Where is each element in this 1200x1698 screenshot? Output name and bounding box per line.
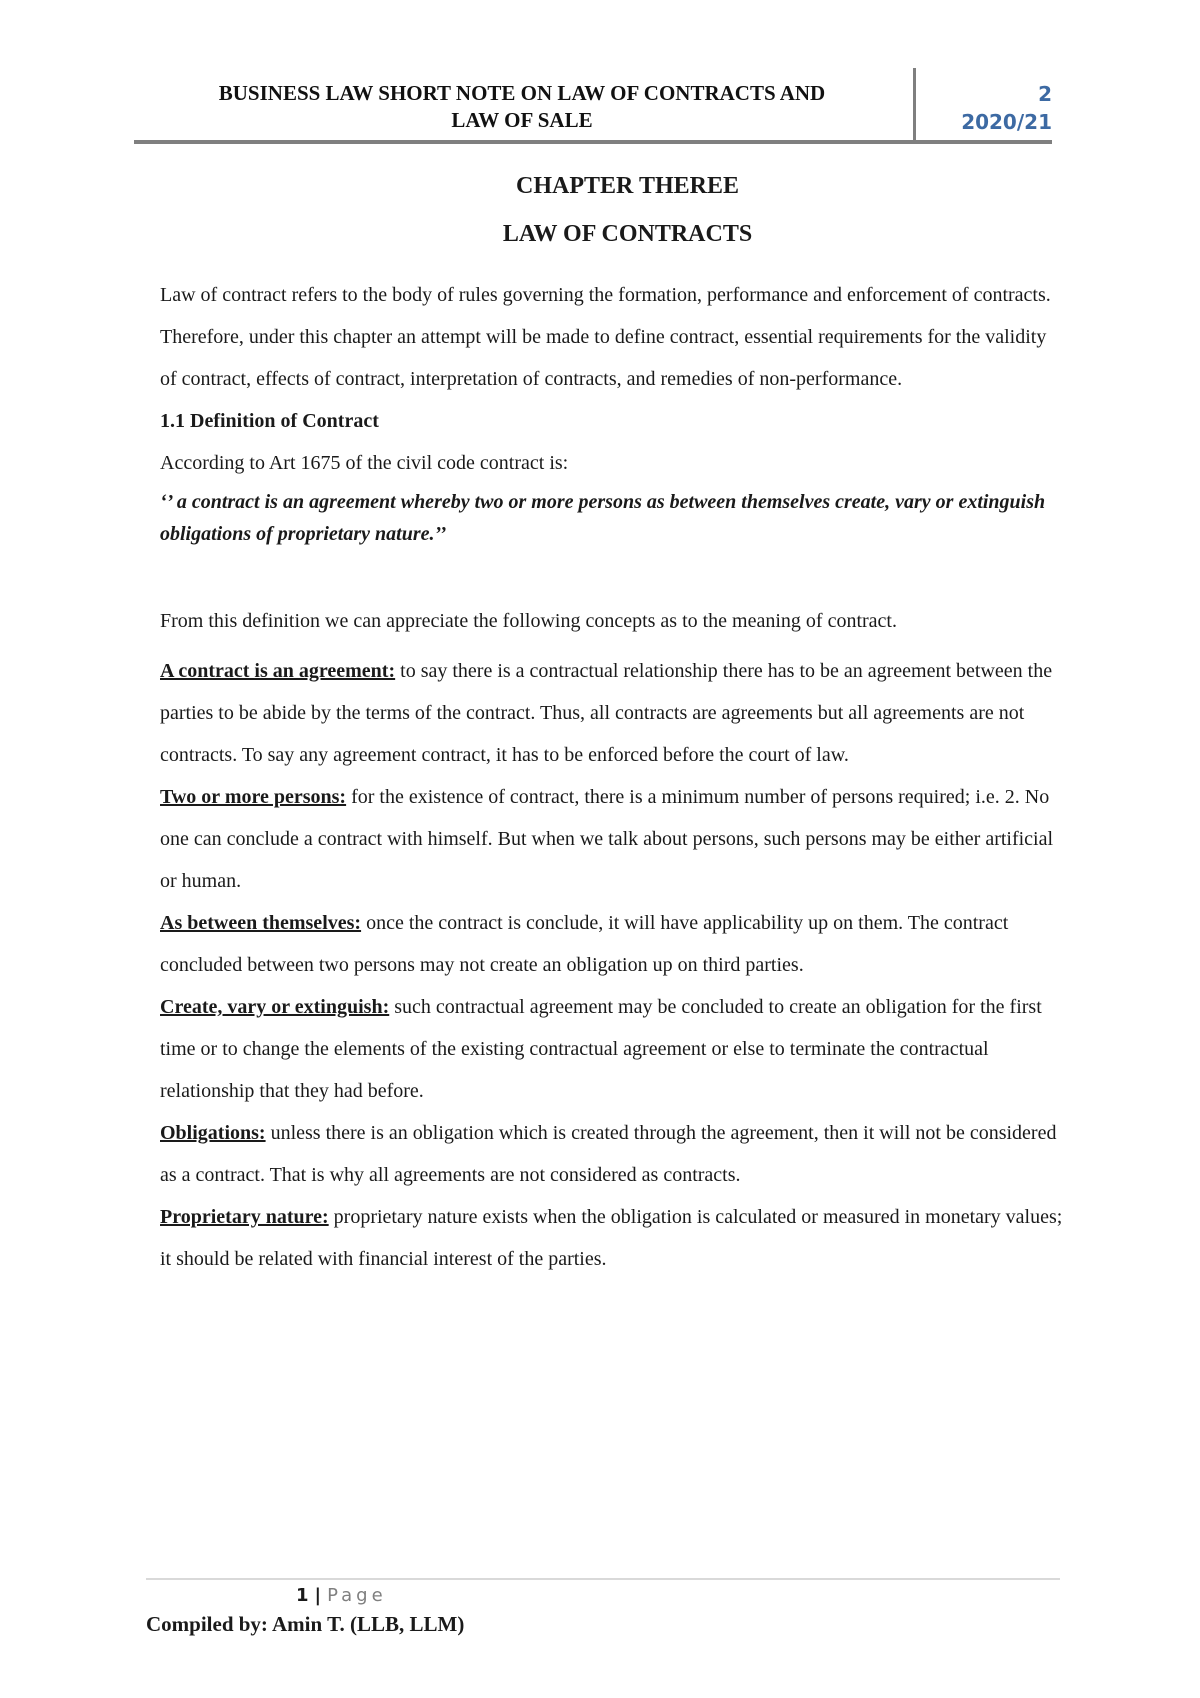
header-title [134,80,910,134]
concept-term: Obligations: [160,1122,266,1144]
definition-quote: ‘’ a contract is an agreement whereby two or more persons as between themselves create, vary or extinguish obligations of proprietary nature.’’ [160,491,1046,545]
concept-text: proprietary nature exists when the obligation is calculated or measured in monetary values; it should be related with financial interest of the parties. [160,1206,1063,1270]
concept-text: for the existence of contract, there is a minimum number of persons required; i.e. 2. No one can conclude a contract with himself. But when we talk about persons, such persons may be either artificial or human. [160,786,1054,892]
footer-rule [146,1578,1060,1580]
according-line: According to Art 1675 of the civil code contract is: [160,452,569,474]
document-body [160,172,1065,1280]
concept-term: Two or more persons: [160,786,347,808]
page-header [134,68,1052,144]
header-meta [924,80,1052,136]
concept-paragraph [160,776,1065,902]
header-divider [913,68,916,140]
section-heading: 1.1 Definition of Contract [160,410,379,432]
header-title-line2: LAW OF SALE [451,108,593,132]
header-year: 2020/21 [961,110,1052,134]
concept-paragraph [160,1112,1065,1196]
concept-text: to say there is a contractual relationship there has to be an agreement between the parties to be abide by the terms of the contract. Thus, all contracts are agreements but all agreements are not contracts. To say any agreement contract, it has to be enforced before the court of law. [160,660,1053,766]
from-definition-paragraph: From this definition we can appreciate the following concepts as to the meaning of contract. [160,610,897,632]
concept-term: A contract is an agreement: [160,660,396,682]
header-number: 2 [1038,82,1052,106]
concept-paragraph [160,650,1065,776]
concept-term: Proprietary nature: [160,1206,329,1228]
header-title-line1: BUSINESS LAW SHORT NOTE ON LAW OF CONTRACTS AND [218,81,826,105]
concept-paragraph [160,1196,1065,1280]
concept-term: As between themselves: [160,912,362,934]
compiled-by: Compiled by: Amin T. (LLB, LLM) [146,1612,465,1636]
header-rule [134,140,1052,144]
concept-paragraph [160,986,1065,1112]
concept-term: Create, vary or extinguish: [160,996,390,1018]
concept-text: unless there is an obligation which is created through the agreement, then it will not be considered as a contract. That is why all agreements are not considered as contracts. [160,1122,1057,1186]
page-number: 1 [296,1585,309,1606]
chapter-label: CHAPTER THEREE [516,173,739,199]
intro-paragraph: Law of contract refers to the body of rules governing the formation, performance and enforcement of contracts. Therefore, under this chapter an attempt will be made to define contract, essential requirements for the validity of contract, effects of contract, interpretation of contracts, and remedies of non-performance. [160,284,1051,390]
footer-page-number [296,1584,387,1608]
concept-paragraph [160,902,1065,986]
chapter-title: LAW OF CONTRACTS [502,221,753,247]
page-label: Page [327,1585,387,1606]
concept-text: once the contract is conclude, it will have applicability up on them. The contract concluded between two persons may not create an obligation up on third parties. [160,912,1009,976]
page-separator: | [314,1585,322,1606]
concept-text: such contractual agreement may be concluded to create an obligation for the first time or to change the elements of the existing contractual agreement or else to terminate the contractual relationship that they had before. [160,996,1042,1102]
